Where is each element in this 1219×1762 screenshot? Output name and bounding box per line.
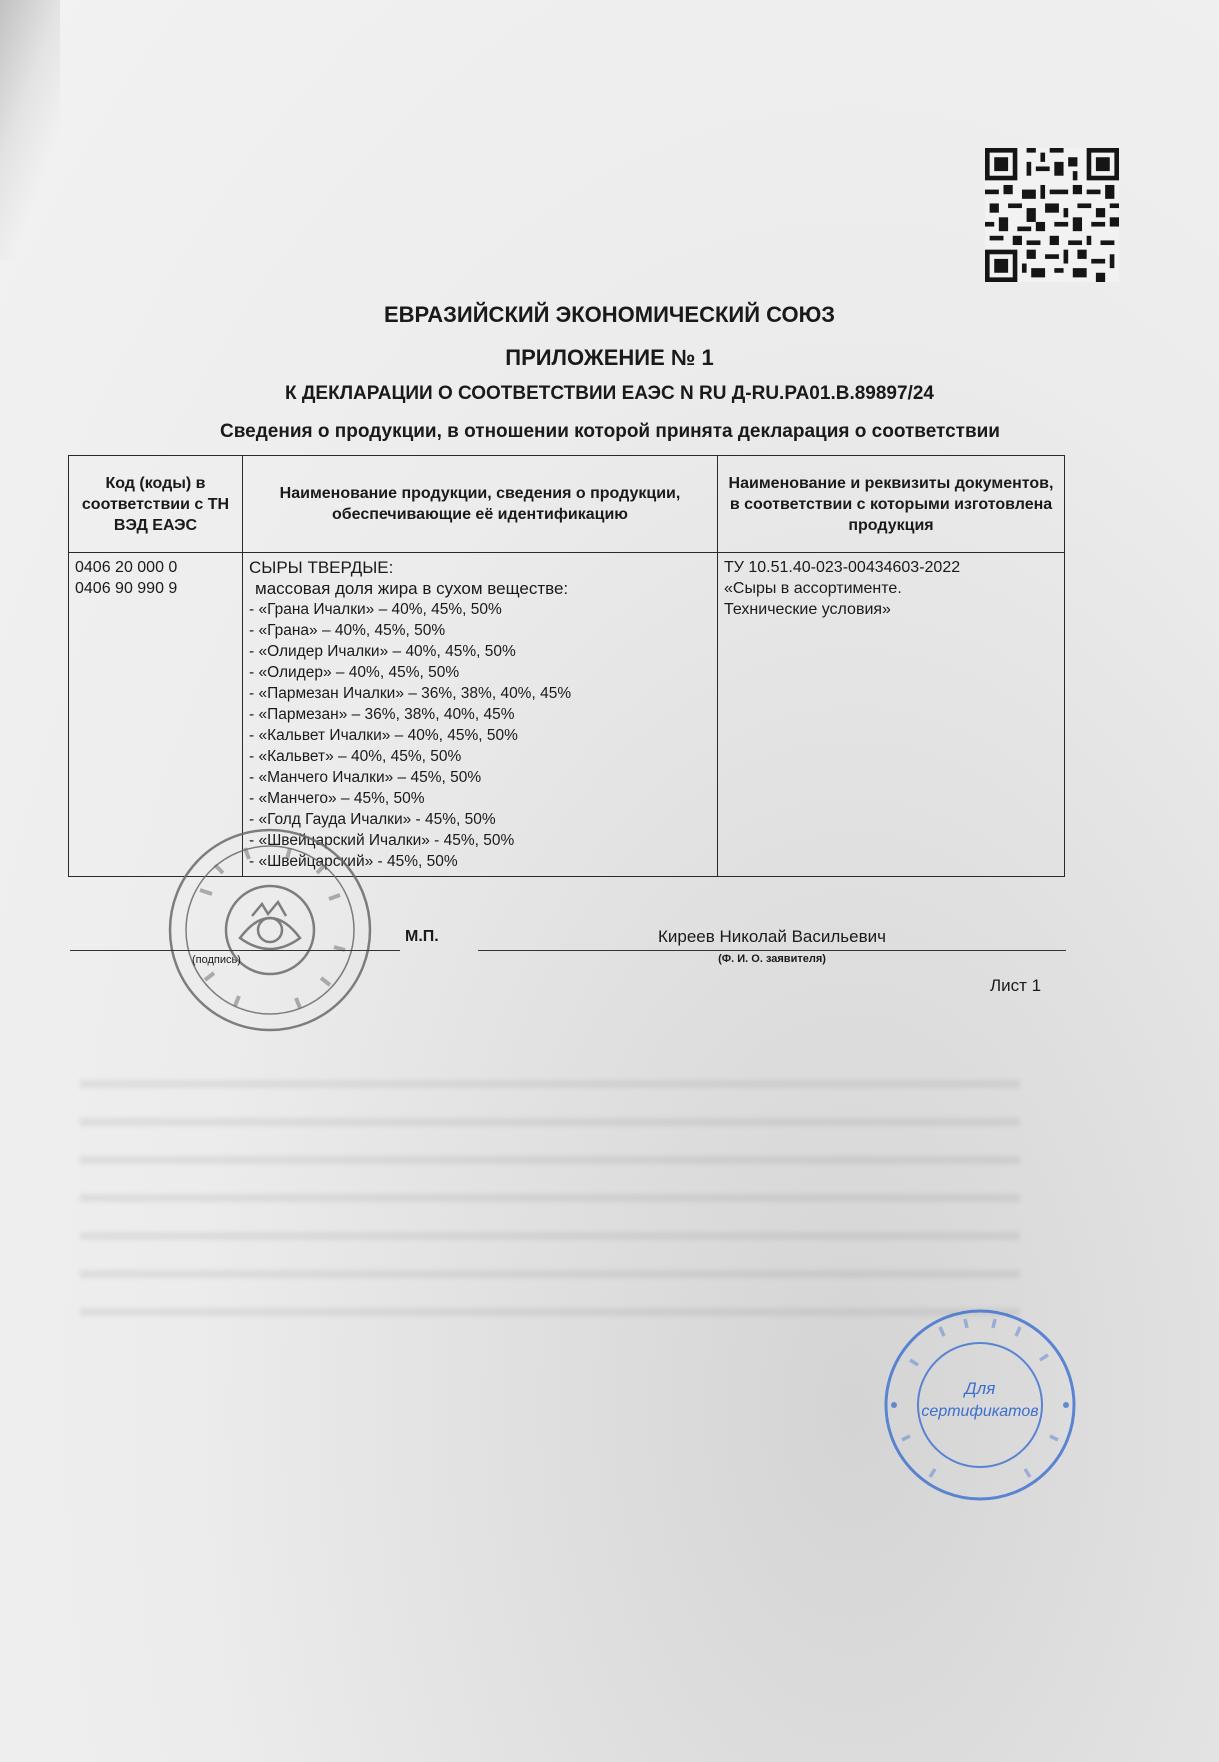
list-item: - «Пармезан Ичалки» – 36%, 38%, 40%, 45% — [249, 685, 572, 702]
list-item: - «Олидер Ичалки» – 40%, 45%, 50% — [249, 643, 516, 660]
documents-cell — [718, 553, 1065, 877]
list-item: - «Пармезан» – 36%, 38%, 40%, 45% — [249, 706, 515, 723]
signature-line — [70, 950, 400, 951]
list-item: - «Манчего Ичалки» – 45%, 50% — [249, 769, 482, 786]
declaration-number: К ДЕКЛАРАЦИИ О СООТВЕТСТВИИ ЕАЭС N RU Д-RU.PA01.B.89897/24 — [285, 383, 934, 404]
name-caption: (Ф. И. О. заявителя) — [718, 953, 826, 965]
header-documents: Наименование и реквизиты документов, в соответствии с которыми изготовлена продукция — [718, 456, 1065, 553]
list-item: - «Кальвет» – 40%, 45%, 50% — [249, 748, 462, 765]
table-header-row — [69, 456, 1065, 553]
code-line: 0406 20 000 0 — [75, 559, 178, 576]
header-product: Наименование продукции, сведения о продукции, обеспечивающие её идентификацию — [243, 456, 718, 553]
list-item: - «Грана» – 40%, 45%, 50% — [249, 622, 446, 639]
stamp-center-line1: Для — [964, 1379, 996, 1398]
list-item: - «Олидер» – 40%, 45%, 50% — [249, 664, 460, 681]
doc-line: «Сыры в ассортименте. — [724, 580, 902, 597]
union-title: ЕВРАЗИЙСКИЙ ЭКОНОМИЧЕСКИЙ СОЮЗ — [383, 302, 836, 327]
product-subtitle: массовая доля жира в сухом веществе: — [255, 579, 569, 598]
products-subtitle: Сведения о продукции, в отношении которой принята декларация о соответствии — [220, 421, 1000, 442]
bleed-through-text — [80, 1080, 1020, 1340]
annex-title: ПРИЛОЖЕНИЕ № 1 — [505, 345, 714, 370]
sheet-number: Лист 1 — [990, 976, 1042, 995]
round-seal-icon — [160, 820, 380, 1040]
qr-code-icon — [985, 148, 1119, 282]
list-item: - «Швейцарский» - 45%, 50% — [249, 853, 458, 870]
product-title: СЫРЫ ТВЕРДЫЕ: — [249, 558, 394, 577]
list-item: - «Швейцарский Ичалки» - 45%, 50% — [249, 832, 515, 849]
doc-line: Технические условия» — [724, 601, 891, 618]
list-item: - «Грана Ичалки» – 40%, 45%, 50% — [249, 601, 502, 618]
seal-place-label: М.П. — [405, 928, 439, 945]
doc-line: ТУ 10.51.40-023-00434603-2022 — [724, 559, 961, 576]
code-line: 0406 90 990 9 — [75, 580, 178, 597]
applicant-name: Киреев Николай Васильевич — [658, 927, 886, 946]
list-item: - «Манчего» – 45%, 50% — [249, 790, 425, 807]
stamp-center-line2: сертификатов — [921, 1403, 1039, 1420]
header-codes: Код (коды) в соответствии с ТН ВЭД ЕАЭС — [69, 456, 243, 553]
name-line — [478, 950, 1066, 951]
list-item: - «Кальвет Ичалки» – 40%, 45%, 50% — [249, 727, 518, 744]
signature-caption: (подпись) — [192, 954, 241, 966]
blue-seal-icon — [880, 1305, 1080, 1505]
products-table — [68, 455, 1065, 877]
list-item: - «Голд Гауда Ичалки» - 45%, 50% — [249, 811, 496, 828]
page-fold-shadow — [0, 0, 60, 260]
